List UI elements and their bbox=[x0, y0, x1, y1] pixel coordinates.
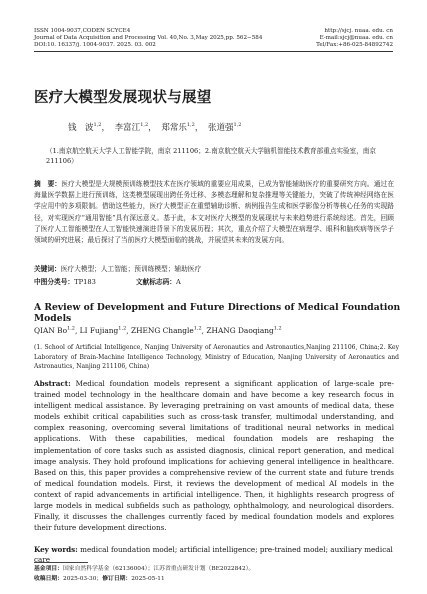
keywords-text-en: medical foundation model; artificial intelligence; pre-trained model; auxiliary medical care bbox=[34, 545, 393, 564]
author-en: QIAN Bo$^{1,2}$ bbox=[34, 326, 75, 336]
header-divider bbox=[34, 51, 393, 52]
abstract-en bbox=[34, 378, 394, 533]
dates-note: 收稿日期：2025‑03‑30；修订日期：2025‑05‑11 bbox=[34, 575, 165, 582]
clc-value: TP183 bbox=[74, 278, 96, 286]
author-list-cn: 钱 波$^{1,2}$， 李富江$^{1,2}$， 郑常乐$^{1,2}$， 张道强$^{1,2}$ bbox=[68, 122, 242, 133]
journal-header-left bbox=[34, 28, 262, 50]
doc-code-label: 文献标志码： bbox=[135, 278, 176, 286]
journal-header-right bbox=[316, 28, 393, 50]
author-cn: 郑常乐$^{1,2}$ bbox=[161, 122, 195, 133]
doc-code-value: A bbox=[175, 278, 181, 286]
journal-url[interactable]: http://sjcj. nuaa. edu. cn bbox=[324, 28, 393, 34]
issn-line: ISSN 1004-9037,CODEN SCYCE4 bbox=[34, 28, 131, 34]
footnote-divider bbox=[34, 562, 88, 563]
journal-phone: Tel/Fax:+86‑025‑84892742 bbox=[316, 42, 393, 49]
abstract-label-en: Abstract: bbox=[34, 379, 71, 388]
abstract-cn bbox=[34, 179, 394, 246]
clc-label: 中图分类号： bbox=[34, 278, 75, 286]
author-cn: 钱 波$^{1,2}$ bbox=[68, 122, 102, 133]
author-cn: 张道强$^{1,2}$ bbox=[208, 122, 242, 133]
keywords-label-en: Key words: bbox=[34, 545, 78, 554]
author-list-en: QIAN Bo$^{1,2}$, LI Fujiang$^{1,2}$, ZHENG Changle$^{1,2}$, ZHANG Daoqiang$^{1,2}$ bbox=[34, 326, 282, 336]
keywords-en bbox=[34, 545, 394, 565]
fund-note: 基金项目：国家自然科学基金（62136004）；江苏省重点研发计划（BE2022842）。 bbox=[34, 566, 255, 572]
author-en: ZHANG Daoqiang$^{1,2}$ bbox=[206, 326, 282, 336]
affiliation-cn: （1.南京航空航天大学人工智能学院，南京 211106；2.南京航空航天大学脑机智能技术教育部重点实验室，南京 211106） bbox=[46, 147, 376, 165]
affiliation-en: (1. School of Artificial Intelligence, Nanjing University of Aeronautics and Astronautics,Nanjing 211106, China;2. Key Laboratory of Brain-Machine Intelligence Technology, Ministry of Education, Nanjing University of Aeronautics and Astronautics, Nanjing 211106, China) bbox=[34, 344, 399, 371]
doi-line: DOI:10. 16337/j. 1004‑9037. 2025. 03. 002 bbox=[34, 42, 156, 49]
author-en: ZHENG Changle$^{1,2}$ bbox=[130, 326, 202, 336]
keywords-text-cn: 医疗大模型；人工智能；预训练模型；辅助医疗 bbox=[60, 265, 202, 273]
paper-title-cn: 医疗大模型发展现状与展望 bbox=[34, 89, 212, 106]
author-en: LI Fujiang$^{1,2}$ bbox=[79, 326, 127, 336]
abstract-label-cn: 摘 要： bbox=[34, 180, 62, 188]
author-cn: 李富江$^{1,2}$ bbox=[114, 122, 149, 133]
journal-email[interactable]: E‑mail:sjcj@nuaa. edu. cn bbox=[319, 35, 393, 42]
classification-cn bbox=[34, 276, 394, 286]
footnote bbox=[34, 565, 254, 584]
keywords-label-cn: 关键词： bbox=[34, 265, 61, 273]
abstract-text-cn: 医疗大模型是大规模预训练模型技术在医疗领域的重要应用成果，已成为智能辅助医疗的重要研究方向。通过在海量医学数据上进行预训练，这类模型展现出跨任务迁移、多模态理解和复杂推理等关键能力，突破了传统神经网络在医学应用中的多项限制。借助这些能力，医疗大模型正在重塑辅助诊断、病例报告生成和医学影像分析等核心任务的实现路径，对实现医疗“通用智能”具有深远意义。基于此，本文对医疗大模型的发展现状与未来趋势进行系统综述。首先，回顾了医疗人工智能模型在人工智能快速演进背景下的发展历程；其次，重点介绍了大模型在病理学、眼科和脑疾病等医学子领域的研究进展；最后探讨了当前医疗大模型面临的挑战，并展望其未来的发展方向。 bbox=[34, 180, 395, 245]
journal-citation-line: Journal of Data Acquisition and Processing Vol. 40,No. 3,May 2025,pp. 562−584 bbox=[34, 35, 263, 42]
keywords-cn bbox=[34, 264, 394, 274]
abstract-text-en: Medical foundation models represent a significant application of large-scale pre-trained model technology in the healthcare domain and have become a key research focus in intelligent medical assistance. By leveraging pretraining on vast amounts of medical data, these models exhibit critical capabilities such as cross-task transfer, multimodal understanding, and complex reasoning, overcoming several limitations of traditional neural networks in medical applications. With these capabilities, medical foundation models are reshaping the implementation of core tasks such as assisted diagnosis, clinical report generation, and medical image analysis. They hold profound implications for achieving general intelligence in healthcare. Based on this, this paper provides a comprehensive review of the current state and future trends of medical foundation models. First, it reviews the development of medical AI models in the context of rapid advancements in artificial intelligence. Then, it highlights research progress of large models in medical subfields such as pathology, ophthalmology, and neurological disorders. Finally, it discusses the challenges currently faced by medical foundation models and explores their future development directions. bbox=[34, 379, 394, 533]
paper-title-en: A Review of Development and Future Directions of Medical Foundation Models bbox=[34, 302, 401, 324]
